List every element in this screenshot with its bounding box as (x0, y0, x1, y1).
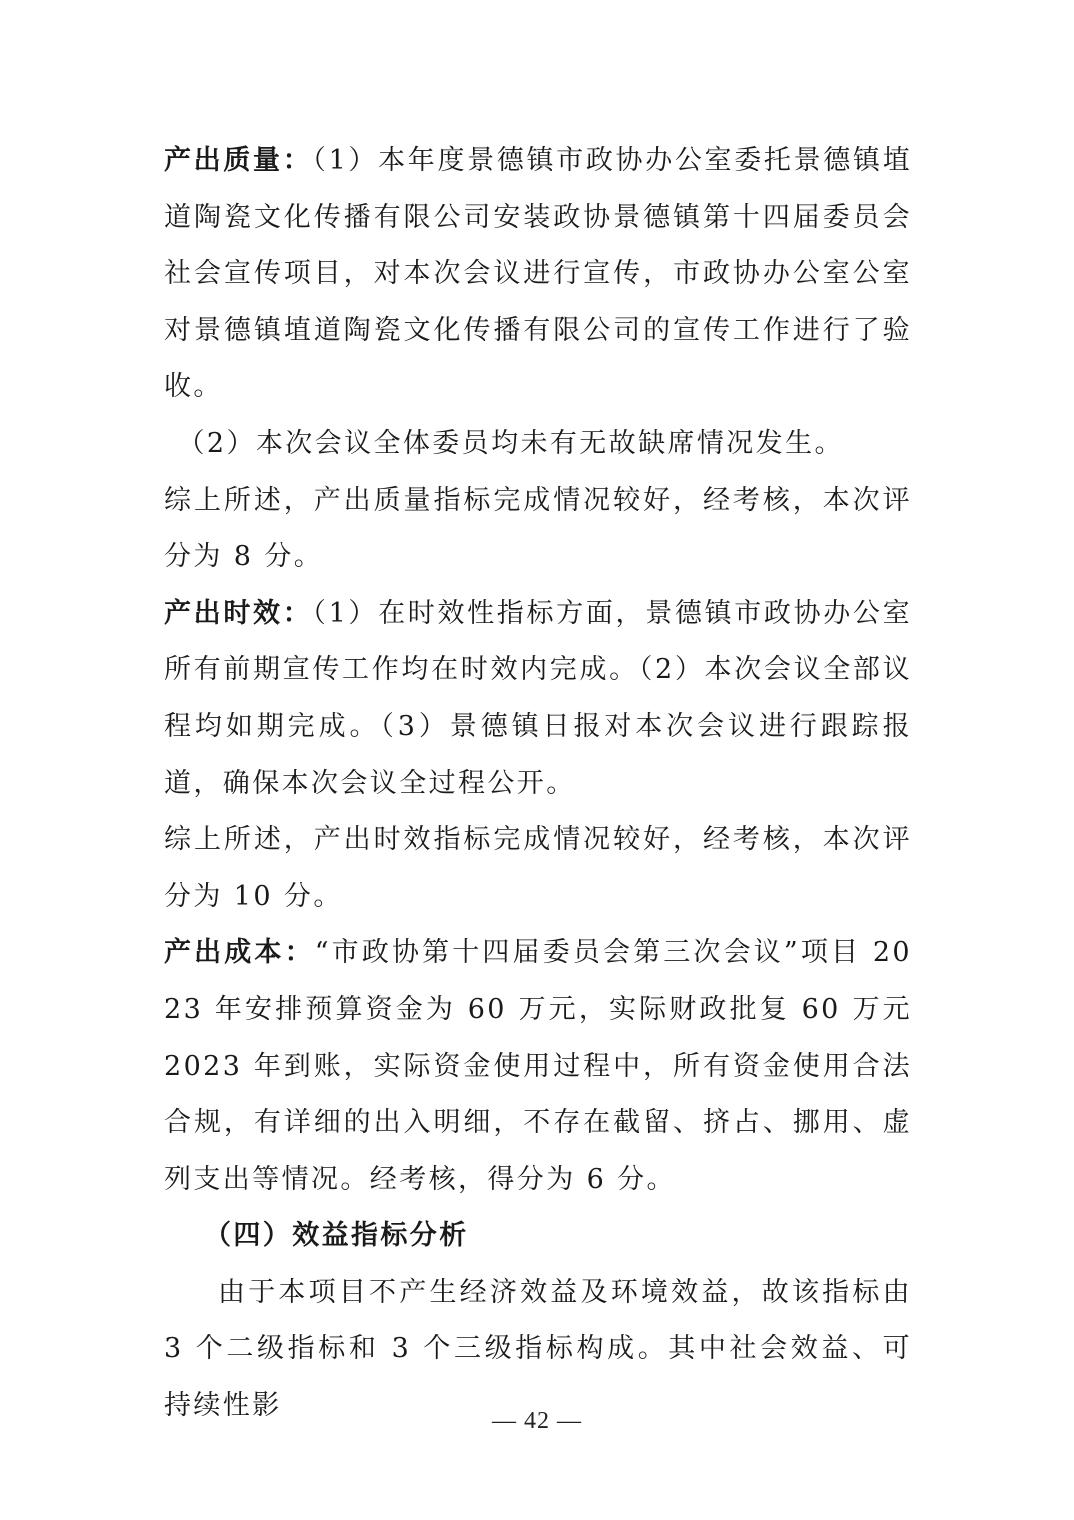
benefit-paragraph: 由于本项目不产生经济效益及环境效益，故该指标由 3 个二级指标和 3 个三级指标构成。其中社会效益、可持续性影 (164, 1276, 912, 1422)
output-timeliness-summary: 综上所述，产出时效指标完成情况较好，经考核，本次评分为 10 分。 (164, 824, 912, 912)
output-cost-label: 产出成本： (164, 937, 315, 969)
output-timeliness-paragraph (164, 586, 912, 812)
output-cost-text: “市政协第十四届委员会第三次会议”项目 2023 年安排预算资金为 60 万元，实际财政批复 60 万元 2023 年到账，实际资金使用过程中，所有资金使用合法合规，有详细的出入明细，不存在截留、挤占、挪用、虚列支出等情况。经考核，得分为 6 分。 (164, 937, 912, 1195)
output-cost-paragraph (164, 925, 912, 1208)
output-timeliness-label: 产出时效： (164, 597, 313, 629)
output-quality-text: （1）本年度景德镇市政协办公室委托景德镇埴道陶瓷文化传播有限公司安装政协景德镇第十四届委员会社会宣传项目，对本次会议进行宣传，市政协办公室公室对景德镇埴道陶瓷文化传播有限公司的宣传工作进行了验收。 (164, 145, 913, 403)
page-number: — 42 — (492, 1408, 582, 1434)
output-quality-item-2: （2）本次会议全体委员均未有无故缺席情况发生。 (177, 427, 844, 459)
output-quality-paragraph (164, 133, 912, 416)
output-quality-summary: 综上所述，产出质量指标完成情况较好，经考核，本次评分为 8 分。 (164, 484, 912, 573)
output-quality-label: 产出质量： (164, 145, 313, 176)
benefit-section-heading: （四）效益指标分析 (204, 1220, 469, 1252)
document-body (164, 133, 912, 1435)
output-timeliness-text: （1）在时效性指标方面，景德镇市政协办公室所有前期宣传工作均在时效内完成。（2）本次会议全部议程均如期完成。（3）景德镇日报对本次会议进行跟踪报道，确保本次会议全过程公开。 (164, 597, 913, 799)
